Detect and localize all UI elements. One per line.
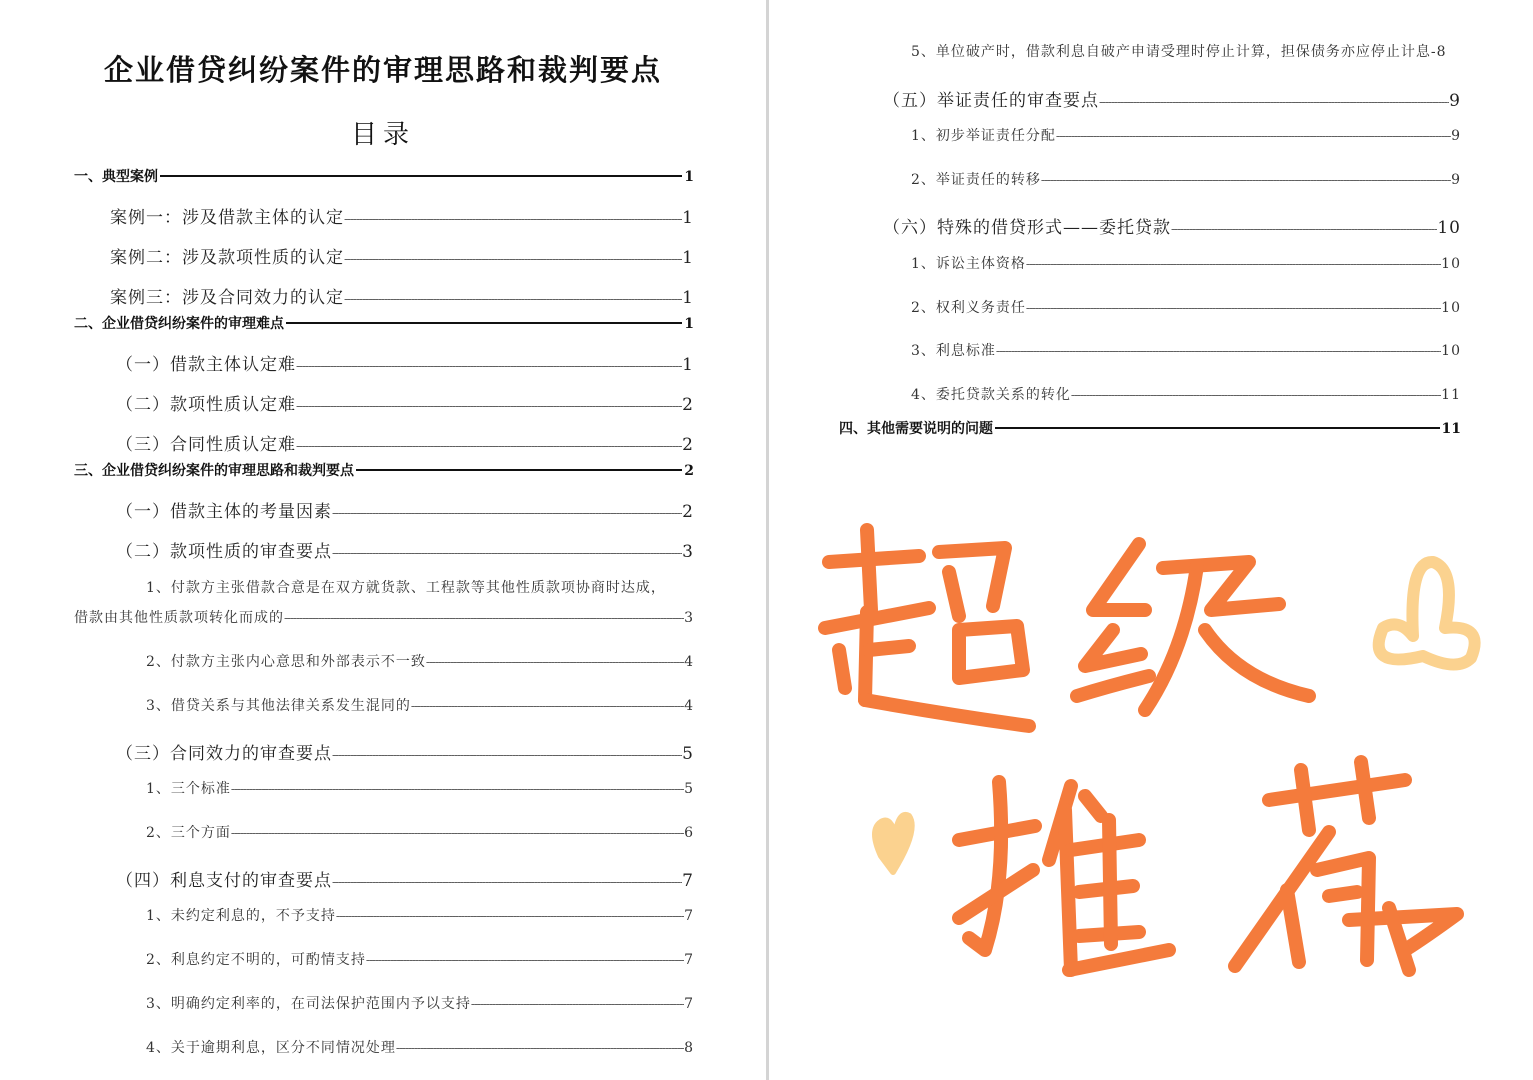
toc-leader [1099,95,1449,109]
toc-page-number: 10 [1441,343,1461,359]
toc-leader [284,611,684,625]
toc-entry-label: 3、借贷关系与其他法律关系发生混同的 [146,698,411,714]
toc-page-number: 1 [682,288,694,308]
toc-entry-3-5-1[interactable] [911,125,1461,145]
char-tui [959,782,1169,970]
toc-entry-3-4-3[interactable] [146,993,694,1013]
toc-leader [296,399,682,413]
toc-entry-3-6-1[interactable] [911,253,1461,273]
toc-page-number: 4 [684,654,694,670]
toc-page-number: 8 [684,1040,694,1056]
toc-leader [160,175,682,177]
toc-leader [1056,129,1451,143]
toc-entry-3-5[interactable] [883,86,1461,111]
toc-entry-label: （二）款项性质认定难 [116,395,296,415]
small-heart-icon [875,815,912,872]
toc-leader [356,469,682,471]
toc-entry-label: 1、诉讼主体资格 [911,256,1026,272]
toc-leader [296,359,682,373]
toc-page-number: 3 [682,542,694,562]
heart-icon [1379,562,1475,665]
toc-leader [344,212,682,226]
toc-leader [995,427,1440,429]
toc-entry-3-4[interactable] [116,866,694,891]
toc-leader [344,292,682,306]
document-title: 企业借贷纠纷案件的审理思路和裁判要点 [103,53,662,87]
toc-leader [231,826,684,840]
toc-leader [332,506,682,520]
toc-entry-case-3[interactable] [110,283,694,308]
toc-page-number: 7 [682,871,694,891]
toc-page-number: 10 [1437,218,1461,238]
toc-leader [336,909,684,923]
toc-page-number: 2 [682,395,694,415]
toc-entry-label: （一）借款主体认定难 [116,355,296,375]
left-page [0,0,766,1080]
char-chao [825,530,1029,726]
toc-entry-label: 2、付款方主张内心意思和外部表示不一致 [146,654,426,670]
toc-entry-case-2[interactable] [110,243,694,268]
toc-leader [231,782,684,796]
toc-leader [471,997,684,1011]
toc-leader [1171,222,1437,236]
char-jian [1235,762,1457,970]
right-page [769,0,1533,1080]
toc-leader [1041,173,1451,187]
toc-page-number: 5 [684,781,694,797]
toc-page-number: 5 [682,744,694,764]
toc-page-number: -8 [1430,44,1447,60]
toc-leader [296,439,682,453]
toc-page-number: 11 [1441,387,1461,403]
toc-entry-label: 案例一：涉及借款主体的认定 [110,208,344,228]
toc-entry-label: （二）款项性质的审查要点 [116,542,332,562]
toc-heading: 目录 [350,120,415,150]
toc-entry-label: 二、企业借贷纠纷案件的审理难点 [74,316,284,332]
toc-entry-label: 4、关于逾期利息，区分不同情况处理 [146,1040,396,1056]
toc-leader [344,252,682,266]
toc-page-number: 1 [682,208,694,228]
toc-entry-3-3-1[interactable] [146,778,694,798]
toc-page-number: 4 [684,698,694,714]
toc-entry-3-5-2[interactable] [911,169,1461,189]
toc-entry-label: 借款由其他性质款项转化而成的 [74,610,284,626]
toc-entry-case-1[interactable] [110,203,694,228]
toc-entry-label: 2、权利义务责任 [911,300,1026,316]
toc-entry-2-2[interactable] [116,390,694,415]
toc-entry-label: 案例二：涉及款项性质的认定 [110,248,344,268]
toc-entry-label: 四、其他需要说明的问题 [839,421,993,437]
toc-page-number: 9 [1451,172,1461,188]
toc-entry-3-2-3[interactable] [146,695,694,715]
toc-page-number: 2 [684,463,694,479]
toc-entry-3-4-4[interactable] [146,1037,694,1057]
toc-entry-label: （一）借款主体的考量因素 [116,502,332,522]
toc-entry-label: 三、企业借贷纠纷案件的审理思路和裁判要点 [74,463,354,479]
toc-page-number: 2 [682,435,694,455]
toc-entry-2-3[interactable] [116,430,694,455]
toc-entry-label: （三）合同效力的审查要点 [116,744,332,764]
toc-entry-3-2[interactable] [116,537,694,562]
toc-entry-3-1[interactable] [116,497,694,522]
toc-leader [996,344,1441,358]
toc-page-number: 11 [1441,421,1461,437]
toc-entry-3-6[interactable] [883,213,1461,238]
toc-leader [1026,301,1441,315]
toc-page-number: 7 [684,952,694,968]
toc-page-number: 7 [684,996,694,1012]
toc-leader [426,655,684,669]
toc-entry-3-6-4[interactable] [911,384,1461,404]
toc-page-number: 7 [684,908,694,924]
toc-entry-label: 5、单位破产时，借款利息自破产申请受理时停止计算，担保债务亦应停止计息 [911,44,1431,60]
toc-page-number: 10 [1441,256,1461,272]
toc-entry-section-3[interactable] [74,460,694,480]
toc-entry-label: （四）利息支付的审查要点 [116,871,332,891]
toc-leader [411,699,684,713]
char-ji [1077,544,1309,710]
toc-entry-label: 一、典型案例 [74,169,158,185]
toc-entry-label: （三）合同性质认定难 [116,435,296,455]
toc-entry-label: 4、委托贷款关系的转化 [911,387,1071,403]
toc-entry-3-3[interactable] [116,739,694,764]
toc-leader [332,546,682,560]
toc-page-number: 1 [682,248,694,268]
handwritten-recommendation [809,500,1509,990]
toc-entry-label: 1、三个标准 [146,781,231,797]
toc-entry-label: （五）举证责任的审查要点 [883,91,1099,111]
toc-entry-label: （六）特殊的借贷形式——委托贷款 [883,218,1171,238]
toc-page-number: 10 [1441,300,1461,316]
toc-page-number: 1 [684,316,694,332]
toc-page-number: 1 [682,355,694,375]
toc-entry-3-2-1[interactable] [74,607,694,627]
toc-entry-3-4-5[interactable] [911,41,1461,61]
toc-entry-section-4[interactable] [839,418,1461,438]
toc-page-number: 6 [684,825,694,841]
toc-leader [332,875,682,889]
toc-entry-section-1[interactable] [74,166,694,186]
toc-entry-label: 2、三个方面 [146,825,231,841]
toc-entry-2-1[interactable] [116,350,694,375]
toc-entry-3-2-1-line1[interactable]: 1、付款方主张借款合意是在双方就货款、工程款等其他性质款项协商时达成， [146,580,666,596]
toc-leader [286,322,682,324]
toc-leader [1071,388,1441,402]
toc-entry-3-6-3[interactable] [911,340,1461,360]
toc-entry-label: 2、举证责任的转移 [911,172,1041,188]
toc-entry-3-4-2[interactable] [146,949,694,969]
toc-leader [396,1041,684,1055]
toc-page-number: 2 [682,502,694,522]
toc-leader [1026,257,1441,271]
toc-entry-3-4-1[interactable] [146,905,694,925]
toc-entry-label: 1、未约定利息的，不予支持 [146,908,336,924]
toc-entry-label: 2、利息约定不明的，可酌情支持 [146,952,366,968]
toc-entry-label: 1、初步举证责任分配 [911,128,1056,144]
toc-entry-label: 3、利息标准 [911,343,996,359]
toc-leader [366,953,684,967]
toc-leader [332,748,682,762]
toc-page-number: 9 [1449,91,1461,111]
toc-entry-label: 3、明确约定利率的，在司法保护范围内予以支持 [146,996,471,1012]
toc-entry-3-2-2[interactable] [146,651,694,671]
toc-entry-section-2[interactable] [74,313,694,333]
toc-page-number: 3 [684,610,694,626]
toc-page-number: 1 [684,169,694,185]
toc-entry-3-6-2[interactable] [911,297,1461,317]
toc-page-number: 9 [1451,128,1461,144]
toc-entry-label: 案例三：涉及合同效力的认定 [110,288,344,308]
toc-entry-3-3-2[interactable] [146,822,694,842]
